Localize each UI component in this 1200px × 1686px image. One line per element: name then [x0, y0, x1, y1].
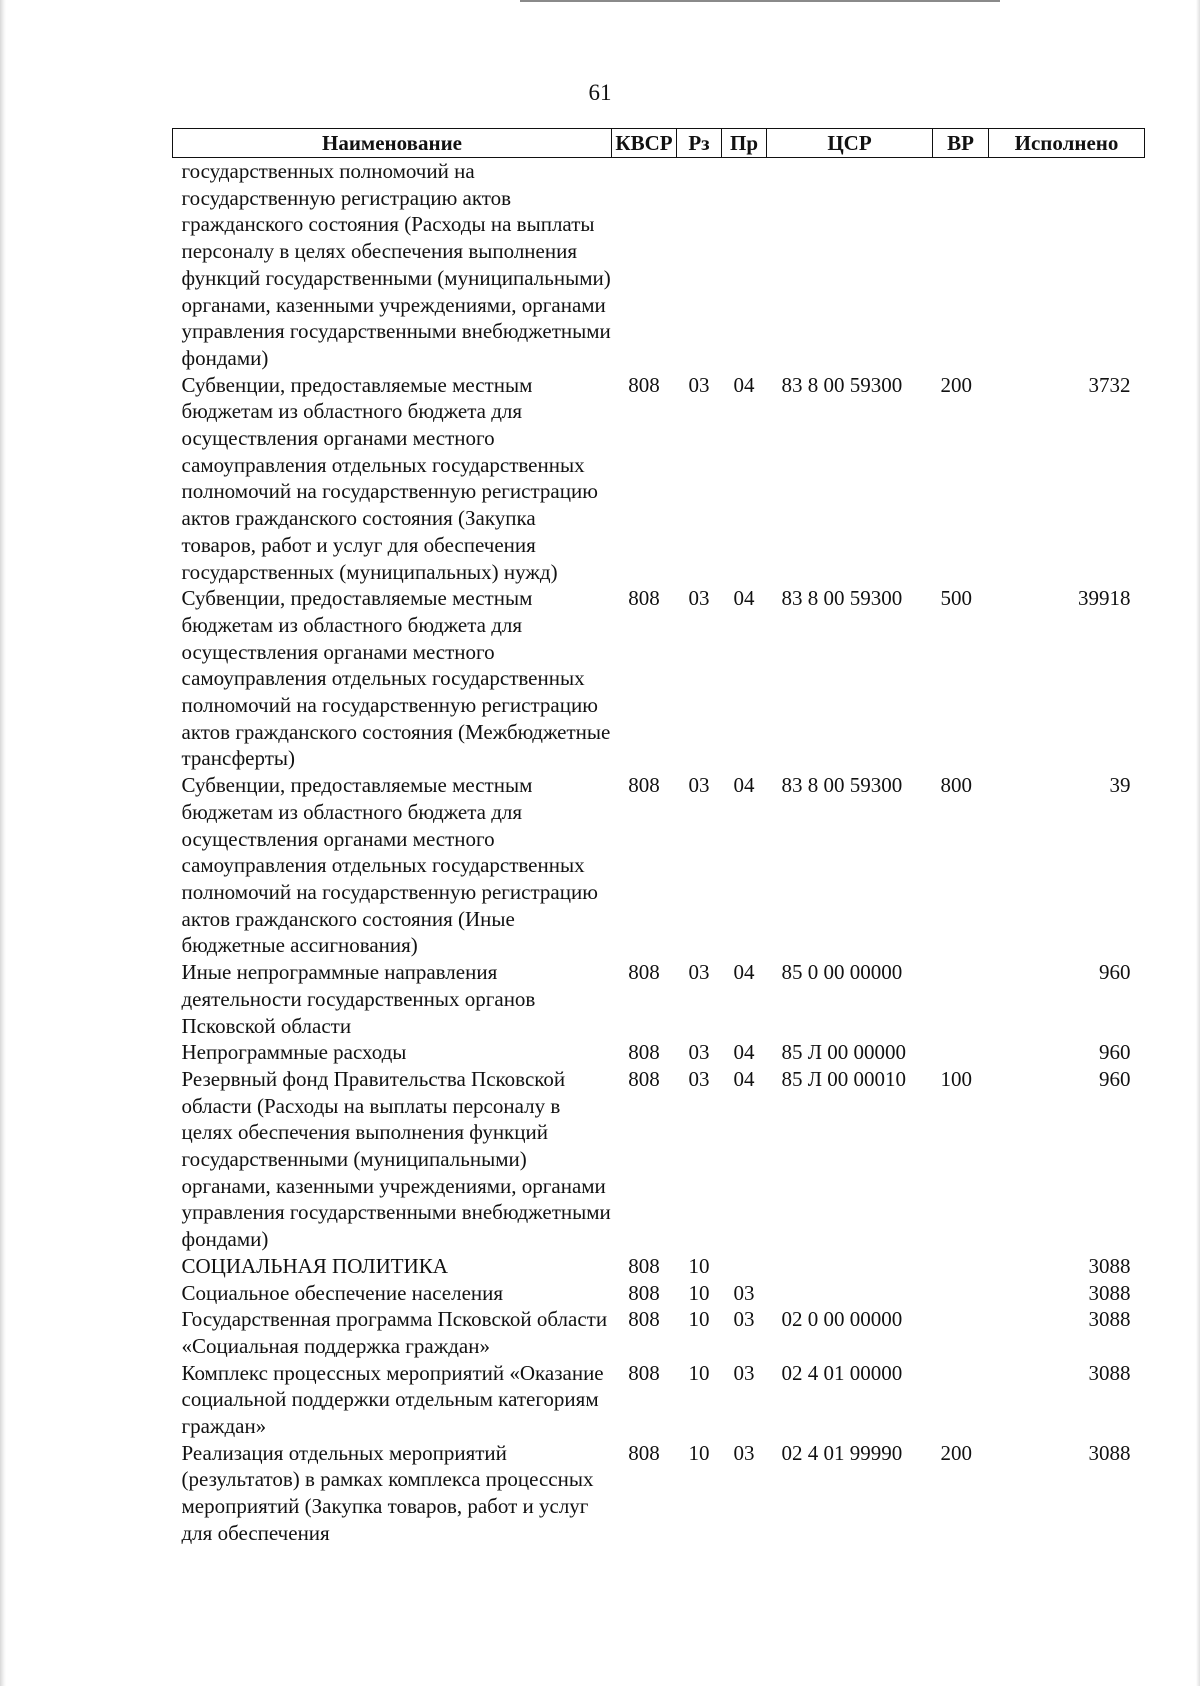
cell-csr: 85 0 00 00000 — [781, 960, 903, 985]
cell-rz: 10 — [688, 1360, 710, 1385]
cell-rz: 03 — [688, 586, 710, 611]
budget-table — [172, 128, 1145, 1547]
cell-done: 3088 — [1088, 1307, 1131, 1332]
cell-csr: 85 Л 00 00010 — [781, 1066, 906, 1091]
table-row — [173, 585, 1145, 772]
cell-csr: 85 Л 00 00000 — [781, 1040, 906, 1065]
cell-done: 3088 — [1088, 1253, 1131, 1278]
cell-done: 3088 — [1088, 1440, 1131, 1465]
cell-name: Социальное обеспечение населения — [181, 1280, 504, 1305]
cell-vr: 800 — [940, 773, 972, 798]
cell-pr — [722, 158, 767, 372]
cell-kvsr: 808 — [628, 586, 660, 611]
cell-vr: 500 — [940, 586, 972, 611]
cell-done — [989, 158, 1145, 372]
cell-done: 960 — [1099, 960, 1131, 985]
cell-name: Комплекс процессных мероприятий «Оказание социальной поддержки отдельным категориям граждан» — [181, 1360, 604, 1439]
cell-kvsr: 808 — [628, 1040, 660, 1065]
cell-rz: 10 — [688, 1280, 710, 1305]
header-done: Исполнено — [989, 129, 1145, 158]
cell-rz: 10 — [688, 1307, 710, 1332]
cell-name: государственных полномочий на государственную регистрацию актов гражданского состояния (Расходы на выплаты персоналу в целях обеспечения выполнения функций государственными (муниципальными) органами, казенными учреждениями, органами управления государственными внебюджетными фондами) — [181, 159, 611, 370]
cell-csr — [767, 1280, 933, 1307]
header-pr: Пр — [722, 129, 767, 158]
cell-rz: 10 — [688, 1253, 710, 1278]
cell-vr — [933, 1039, 989, 1066]
cell-vr — [933, 1280, 989, 1307]
cell-done: 960 — [1099, 1066, 1131, 1091]
cell-done: 960 — [1099, 1040, 1131, 1065]
cell-rz: 03 — [688, 960, 710, 985]
scan-edge-left — [0, 0, 6, 1686]
cell-vr — [933, 1360, 989, 1440]
cell-rz — [677, 158, 722, 372]
cell-csr: 02 0 00 00000 — [781, 1307, 903, 1332]
scan-edge-right — [1196, 0, 1200, 1686]
header-rz: Рз — [677, 129, 722, 158]
table-row — [173, 959, 1145, 1039]
cell-kvsr: 808 — [628, 773, 660, 798]
cell-name: Непрограммные расходы — [181, 1040, 407, 1065]
cell-pr: 04 — [733, 586, 755, 611]
table-header-row — [173, 129, 1145, 158]
cell-kvsr: 808 — [628, 1253, 660, 1278]
cell-kvsr — [612, 158, 677, 372]
table-row — [173, 1253, 1145, 1280]
cell-rz: 03 — [688, 773, 710, 798]
cell-csr — [767, 158, 933, 372]
cell-pr: 04 — [733, 1066, 755, 1091]
cell-name: Резервный фонд Правительства Псковской области (Расходы на выплаты персоналу в целях обеспечения выполнения функций государственными (муниципальными) органами, казенными учреждениями, органами управления государственными внебюджетными фондами) — [181, 1066, 611, 1252]
cell-csr: 83 8 00 59300 — [781, 586, 903, 611]
cell-name: Реализация отдельных мероприятий (результатов) в рамках комплекса процессных мероприятий (Закупка товаров, работ и услуг для обеспечения — [181, 1440, 594, 1545]
cell-vr: 100 — [940, 1066, 972, 1091]
cell-vr — [933, 1306, 989, 1359]
cell-vr: 200 — [940, 1440, 972, 1465]
page-number: 61 — [588, 80, 612, 105]
scan-edge-top — [520, 0, 1000, 2]
cell-pr: 04 — [733, 372, 755, 397]
cell-pr: 04 — [733, 960, 755, 985]
table-row — [173, 372, 1145, 586]
cell-vr — [933, 1253, 989, 1280]
cell-name: Субвенции, предоставляемые местным бюджетам из областного бюджета для осуществления органами местного самоуправления отдельных государственных полномочий на государственную регистрацию актов гражданского состояния (Межбюджетные трансферты) — [181, 586, 611, 771]
cell-rz: 03 — [688, 1066, 710, 1091]
cell-name: Субвенции, предоставляемые местным бюджетам из областного бюджета для осуществления органами местного самоуправления отдельных государственных полномочий на государственную регистрацию актов гражданского состояния (Закупка товаров, работ и услуг для обеспечения государственных (муниципальных) нужд) — [181, 372, 598, 584]
table-row — [173, 1280, 1145, 1307]
cell-done: 39 — [1109, 773, 1131, 798]
cell-csr — [767, 1253, 933, 1280]
table-row — [173, 1039, 1145, 1066]
cell-vr — [933, 959, 989, 1039]
cell-kvsr: 808 — [628, 1066, 660, 1091]
cell-kvsr: 808 — [628, 1360, 660, 1385]
table-row — [173, 772, 1145, 959]
table-row — [173, 158, 1145, 372]
cell-pr: 03 — [733, 1307, 755, 1332]
cell-done: 3088 — [1088, 1280, 1131, 1305]
cell-pr: 03 — [733, 1360, 755, 1385]
cell-csr: 02 4 01 00000 — [781, 1360, 903, 1385]
cell-pr: 04 — [733, 773, 755, 798]
table-row — [173, 1066, 1145, 1253]
table-row — [173, 1360, 1145, 1440]
cell-kvsr: 808 — [628, 1307, 660, 1332]
cell-pr: 03 — [733, 1440, 755, 1465]
cell-rz: 10 — [688, 1440, 710, 1465]
cell-vr — [933, 158, 989, 372]
cell-name: Субвенции, предоставляемые местным бюджетам из областного бюджета для осуществления органами местного самоуправления отдельных государственных полномочий на государственную регистрацию актов гражданского состояния (Иные бюджетные ассигнования) — [181, 773, 598, 958]
header-vr: ВР — [933, 129, 989, 158]
cell-kvsr: 808 — [628, 1280, 660, 1305]
cell-name: Государственная программа Псковской области «Социальная поддержка граждан» — [181, 1307, 608, 1358]
cell-done: 3732 — [1088, 372, 1131, 397]
cell-kvsr: 808 — [628, 1440, 660, 1465]
cell-name: Иные непрограммные направления деятельности государственных органов Псковской области — [181, 960, 536, 1038]
cell-csr: 83 8 00 59300 — [781, 773, 903, 798]
cell-done: 39918 — [1078, 586, 1131, 611]
cell-pr — [722, 1253, 767, 1280]
cell-rz: 03 — [688, 1040, 710, 1065]
cell-csr: 83 8 00 59300 — [781, 372, 903, 397]
table-row — [173, 1440, 1145, 1547]
header-csr: ЦСР — [767, 129, 933, 158]
header-name: Наименование — [173, 129, 612, 158]
cell-done: 3088 — [1088, 1360, 1131, 1385]
header-kvsr: КВСР — [612, 129, 677, 158]
cell-csr: 02 4 01 99990 — [781, 1440, 903, 1465]
cell-kvsr: 808 — [628, 960, 660, 985]
cell-vr: 200 — [940, 372, 972, 397]
table-row — [173, 1306, 1145, 1359]
cell-rz: 03 — [688, 372, 710, 397]
cell-pr: 03 — [733, 1280, 755, 1305]
cell-name: СОЦИАЛЬНАЯ ПОЛИТИКА — [181, 1253, 448, 1278]
cell-kvsr: 808 — [628, 372, 660, 397]
cell-pr: 04 — [733, 1040, 755, 1065]
